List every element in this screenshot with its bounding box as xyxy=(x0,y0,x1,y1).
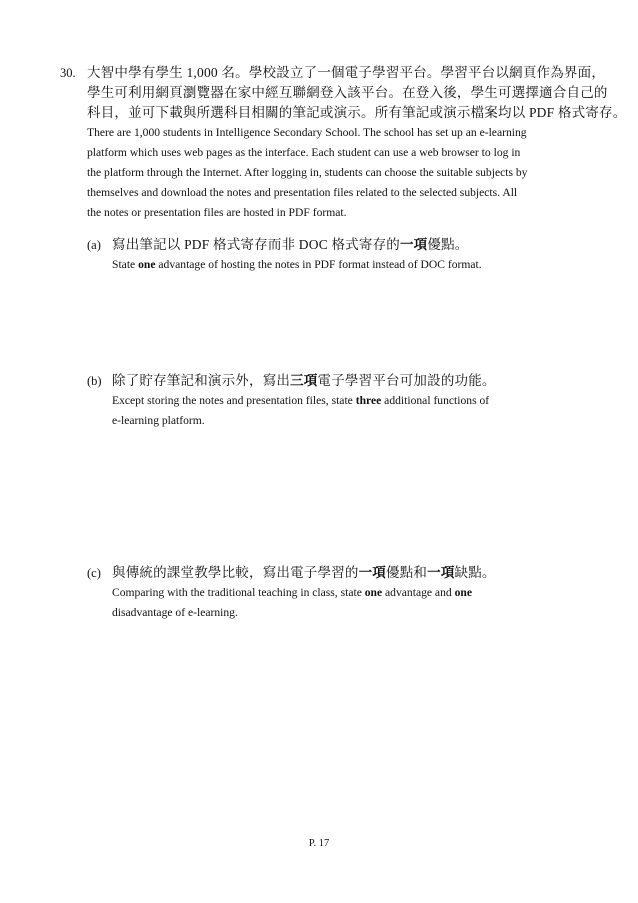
stem-en-line: There are 1,000 students in Intelligence Secondary School. The school has set up an e-learning xyxy=(87,126,527,139)
part-b-body xyxy=(112,371,592,431)
part-a-label: (a) xyxy=(87,238,101,252)
stem-en-line: the platform through the Internet. After logging in, students can choose the suitable subjects by xyxy=(87,166,528,179)
text: Comparing with the traditional teaching in class, state xyxy=(112,586,365,599)
stem-zh-line: 大智中學有學生 1,000 名。學校設立了一個電子學習平台。學習平台以網頁作為界面， xyxy=(87,65,606,80)
page-number: P. 17 xyxy=(308,838,330,849)
part-b-en xyxy=(112,391,592,411)
question-stem xyxy=(87,63,627,223)
part-b-label: (b) xyxy=(87,374,102,388)
part-c-en xyxy=(112,583,592,603)
part-c-label: (c) xyxy=(87,566,101,580)
text: 缺點。 xyxy=(454,565,496,580)
text: additional functions of xyxy=(381,394,490,407)
stem-zh-line: 科目，並可下載與所選科目相關的筆記或演示。所有筆記或演示檔案均以 PDF 格式寄存。 xyxy=(87,105,627,120)
part-c-body xyxy=(112,563,592,623)
emphasis: 一項 xyxy=(358,565,387,580)
emphasis: one xyxy=(454,586,472,599)
text: State xyxy=(112,258,139,271)
text: 電子學習平台可加設的功能。 xyxy=(317,373,496,388)
text: 優點和 xyxy=(386,565,428,580)
part-c-en: disadvantage of e-learning. xyxy=(112,606,238,619)
text: 除了貯存筆記和演示外，寫出 xyxy=(112,373,291,388)
part-a-body xyxy=(112,235,592,275)
emphasis: one xyxy=(138,258,156,271)
part-b-en: e-learning platform. xyxy=(112,414,205,427)
stem-en-line: the notes or presentation files are hosted in PDF format. xyxy=(87,206,347,219)
emphasis: three xyxy=(355,394,382,407)
emphasis: one xyxy=(364,586,383,599)
stem-zh-line: 學生可利用網頁瀏覽器在家中經互聯網登入該平台。在登入後，學生可選擇適合自己的 xyxy=(87,85,608,100)
part-b-zh xyxy=(112,371,592,391)
emphasis: 三項 xyxy=(290,373,318,388)
part-a-en xyxy=(112,255,592,275)
text: 寫出筆記以 PDF 格式寄存而非 DOC 格式寄存的 xyxy=(112,237,400,252)
text: Except storing the notes and presentation files, state xyxy=(112,394,356,407)
question-number: 30. xyxy=(60,66,76,80)
part-a-zh xyxy=(112,235,592,255)
text: 優點。 xyxy=(427,237,469,252)
stem-en-line: themselves and download the notes and presentation files related to the selected subjects. All xyxy=(87,186,518,199)
emphasis: 一項 xyxy=(427,565,455,580)
text: advantage of hosting the notes in PDF format instead of DOC format. xyxy=(155,258,482,271)
part-c-zh xyxy=(112,563,592,583)
emphasis: 一項 xyxy=(399,237,428,252)
text: 與傳統的課堂教學比較，寫出電子學習的 xyxy=(112,565,359,580)
stem-en-line: platform which uses web pages as the interface. Each student can use a web browser to log in xyxy=(87,146,521,159)
text: advantage and xyxy=(382,586,455,599)
